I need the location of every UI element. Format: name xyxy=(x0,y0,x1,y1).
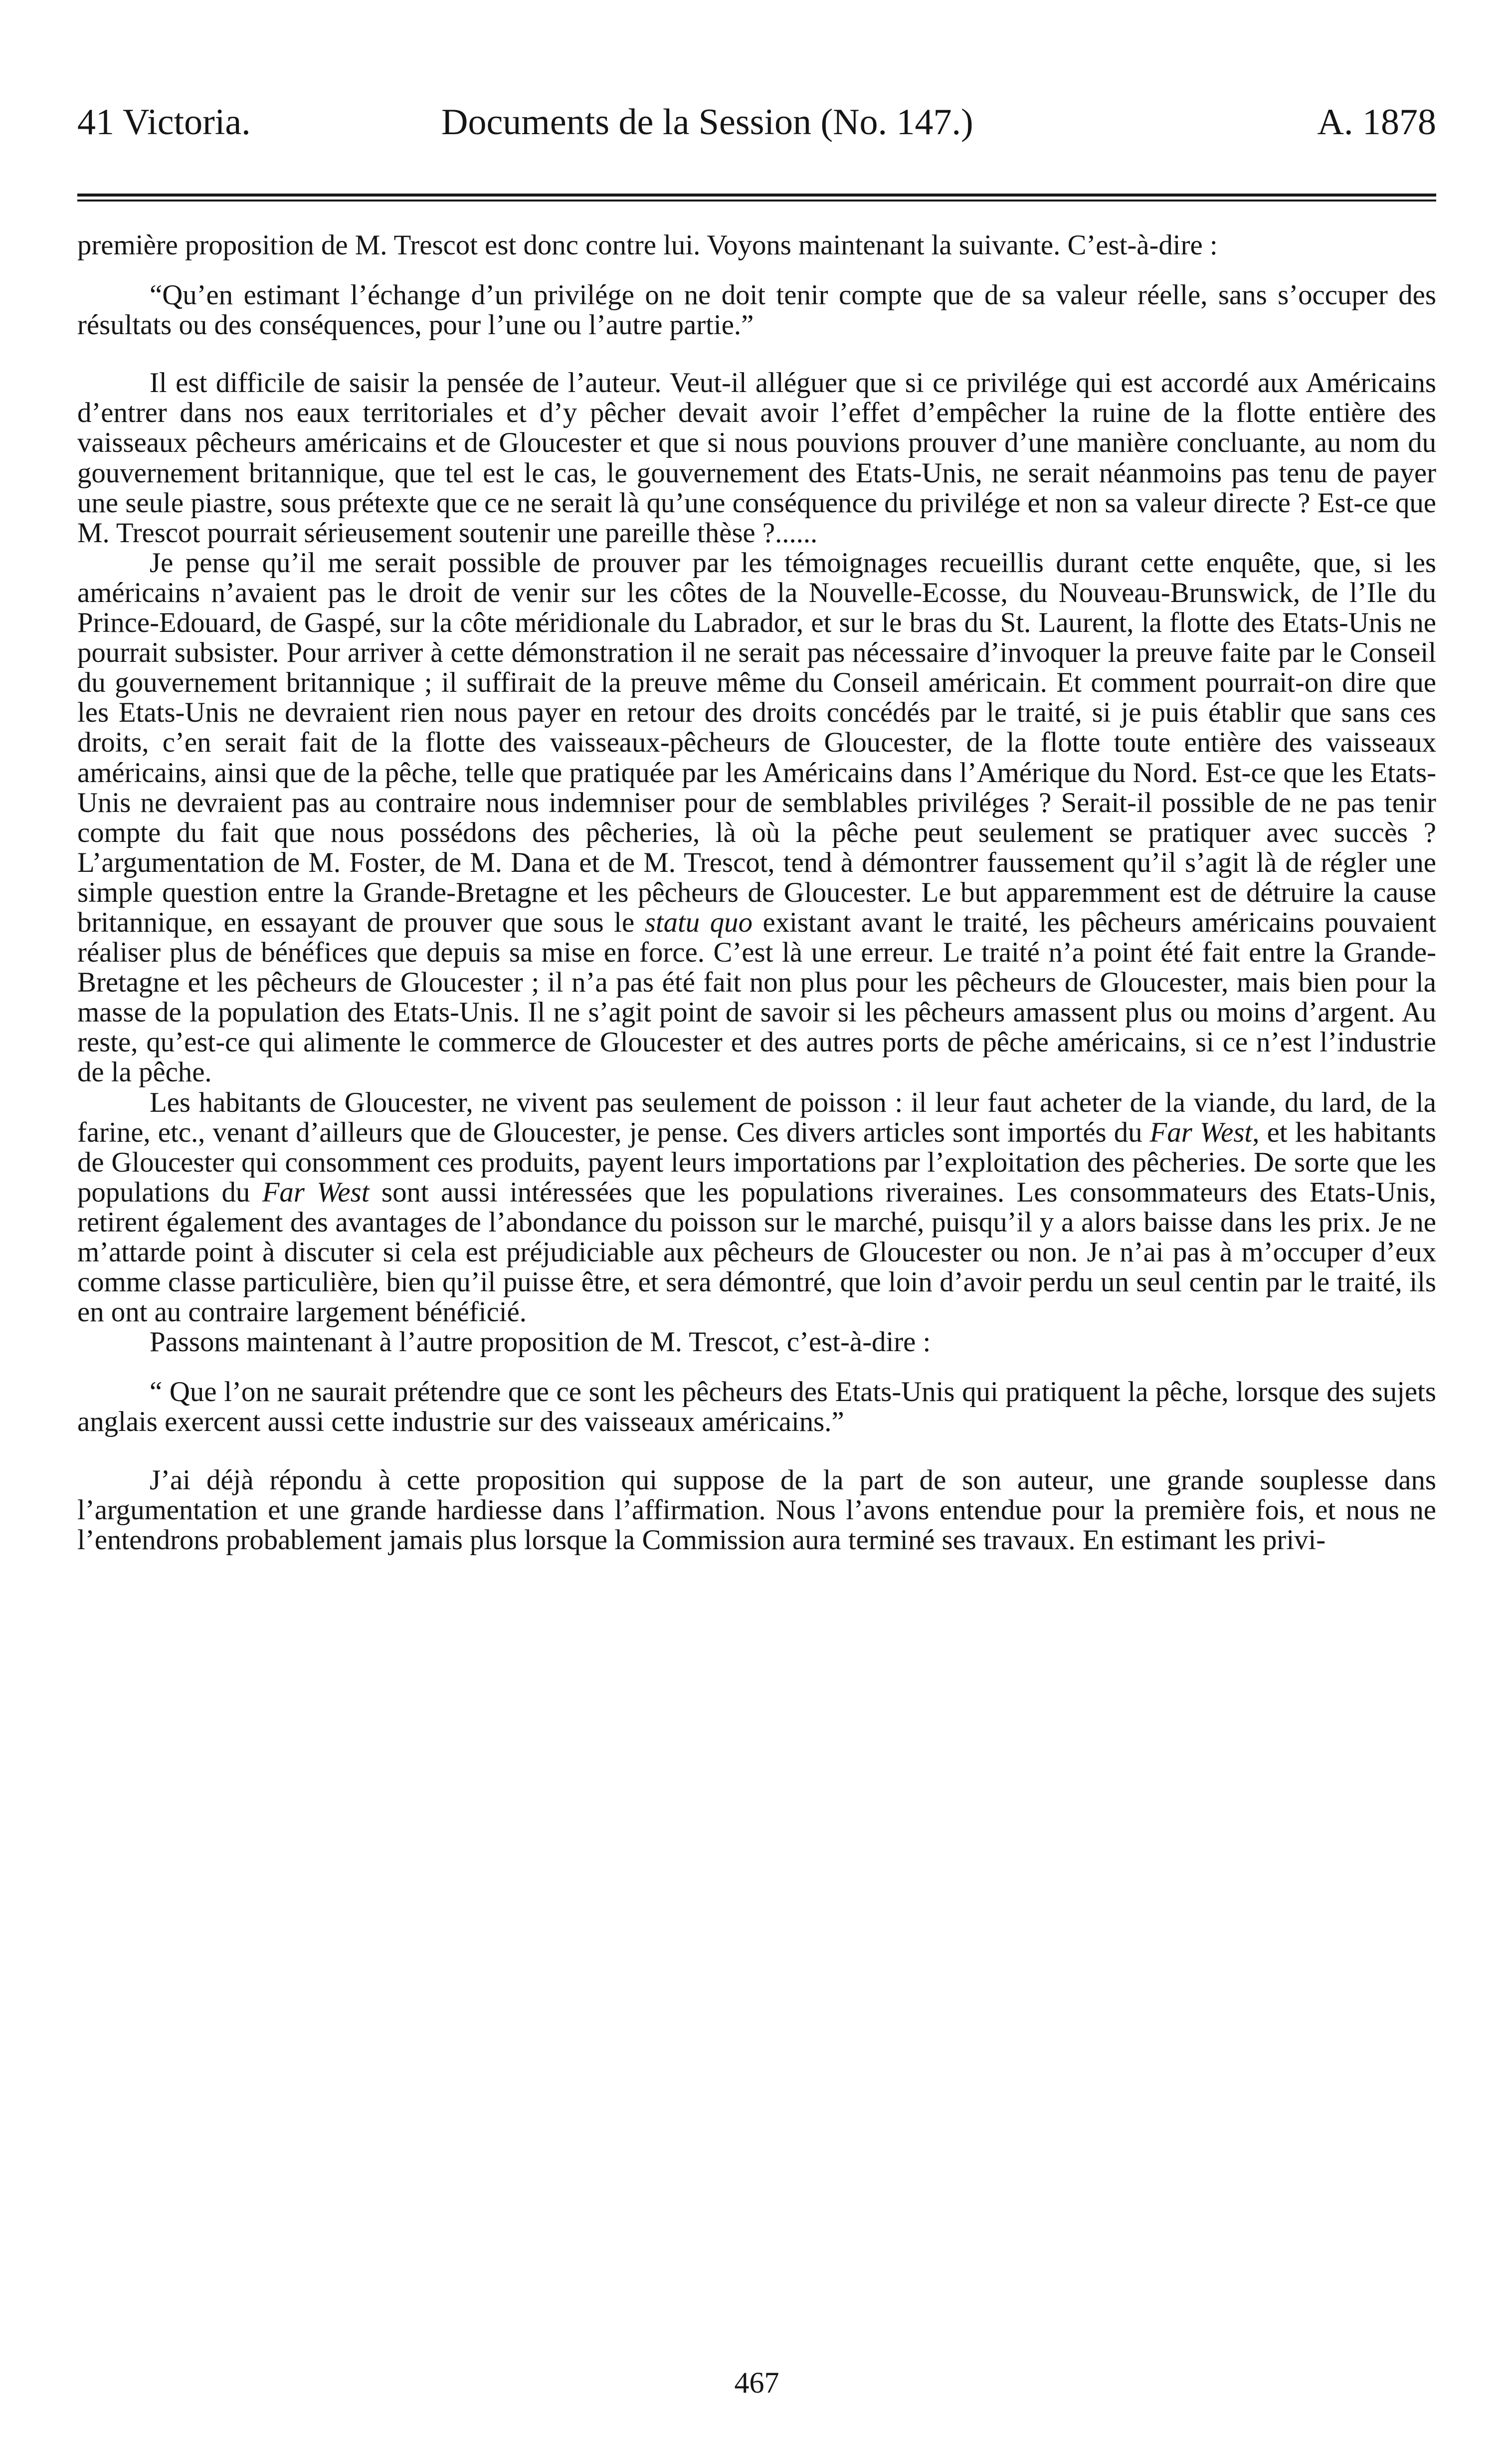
header-session: 41 Victoria. xyxy=(77,102,251,143)
paragraph: J’ai déjà répondu à cette proposition qui suppose de la part de son auteur, une grande souplesse dans l’argumentation et une grande hardiesse dans l’affirmation. Nous l’avons entendue pour la première fois, et nous ne l’entendrons probablement jamais plus lorsque la Commission aura terminé ses travaux. En estimant les privi- xyxy=(77,1464,1436,1556)
quotation: “Qu’en estimant l’échange d’un privilége on ne doit tenir compte que de sa valeur réelle, sans s’occuper des résultats ou des conséquences, pour l’une ou l’autre partie.” xyxy=(77,279,1436,341)
emphasis: statu quo xyxy=(644,906,753,938)
document-page xyxy=(77,100,1436,2404)
header-year: A. 1878 xyxy=(1317,102,1436,143)
header-rule-top xyxy=(77,194,1436,197)
paragraph: Les habitants de Gloucester, ne vivent pas seulement de poisson : il leur faut acheter de la viande, du lard, de la farine, etc., venant d’ailleurs que de Gloucester, je pense. Ces divers articles sont importés du Far West, et les habitants de Gloucester qui consomment ces produits, payent leurs importations par l’exploitation des pêcheries. De sorte que les populations du Far West sont aussi intéressées que les populations riveraines. Les consommateurs des Etats-Unis, retirent également des avantages de l’abondance du poisson sur le marché, puisqu’il y a alors baisse dans les prix. Je ne m’attarde point à discuter si cela est préjudiciable aux pêcheurs de Gloucester ou non. Je n’ai pas à m’occuper d’eux comme classe particulière, bien qu’il puisse être, et sera démontré, que loin d’avoir perdu un seul centin par le traité, ils en ont au contraire largement bénéficié. xyxy=(77,1086,1437,1328)
emphasis: Far West xyxy=(262,1176,370,1208)
quotation: “ Que l’on ne saurait prétendre que ce sont les pêcheurs des Etats-Unis qui pratiquent la pêche, lorsque des sujets anglais exercent aussi cette industrie sur des vaisseaux américains.” xyxy=(77,1376,1436,1438)
paragraph: Passons maintenant à l’autre proposition de M. Trescot, c’est-à-dire : xyxy=(150,1326,931,1358)
paragraph: première proposition de M. Trescot est donc contre lui. Voyons maintenant la suivante. C’est-à-dire : xyxy=(77,229,1218,261)
paragraph: Je pense qu’il me serait possible de prouver par les témoignages recueillis durant cette enquête, que, si les américains n’avaient pas le droit de venir sur les côtes de la Nouvelle-Ecosse, du Nouveau-Brunswick, de l’Ile du Prince-Edouard, de Gaspé, sur la côte méridionale du Labrador, et sur le bras du St. Laurent, la flotte des Etats-Unis ne pourrait subsister. Pour arriver à cette démonstration il ne serait pas nécessaire d’invoquer la preuve faite par le Conseil du gouvernement britannique ; il suffirait de la preuve même du Conseil américain. Et comment pourrait-on dire que les Etats-Unis ne devraient rien nous payer en retour des droits concédés par le traité, si je puis établir que sans ces droits, c’en serait fait de la flotte des vaisseaux-pêcheurs de Gloucester, de la flotte toute entière des vaisseaux américains, ainsi que de la pêche, telle que pratiquée par les Américains dans l’Amérique du Nord. Est-ce que les Etats-Unis ne devraient pas au contraire nous indemniser pour de semblables priviléges ? Serait-il possible de ne pas tenir compte du fait que nous possédons des pêcheries, là où la pêche peut seulement se pratiquer avec succès ? L’argumentation de M. Foster, de M. Dana et de M. Trescot, tend à démontrer faussement qu’il s’agit là de régler une simple question entre la Grande-Bretagne et les pêcheurs de Gloucester. Le but apparemment est de détruire la cause britannique, en essayant de prouver que sous le statu quo existant avant le traité, les pêcheurs américains pouvaient réaliser plus de bénéfices que depuis sa mise en force. C’est là une erreur. Le traité n’a point été fait entre la Grande-Bretagne et les pêcheurs de Gloucester ; il n’a pas été fait non plus pour les pêcheurs de Gloucester, mais bien pour la masse de la population des Etats-Unis. Il ne s’agit point de savoir si les pêcheurs amassent plus ou moins d’argent. Au reste, qu’est-ce qui alimente le commerce de Gloucester et des autres ports de pêche américains, si ce n’est l’industrie de la pêche. xyxy=(77,547,1436,1088)
header-rule-bottom xyxy=(77,200,1436,202)
body-text xyxy=(77,230,1436,1555)
header-title: Documents de la Session (No. 147.) xyxy=(441,102,973,143)
paragraph: Il est difficile de saisir la pensée de l’auteur. Veut-il alléguer que si ce privilége qui est accordé aux Américains d’entrer dans nos eaux territoriales et d’y pêcher devait avoir l’effet d’empêcher la ruine de la flotte entière des vaisseaux pêcheurs américains et de Gloucester et que si nous pouvions prouver d’une manière concluante, au nom du gouvernement britannique, que tel est le cas, le gouvernement des Etats-Unis, ne serait néanmoins pas tenu de payer une seule piastre, sous prétexte que ce ne serait là qu’une conséquence du privilége et non sa valeur directe ? Est-ce que M. Trescot pourrait sérieusement soutenir une pareille thèse ?...... xyxy=(77,367,1436,549)
page-number: 467 xyxy=(734,2366,779,2399)
emphasis: Far West xyxy=(1149,1116,1253,1148)
running-header xyxy=(77,100,1436,145)
